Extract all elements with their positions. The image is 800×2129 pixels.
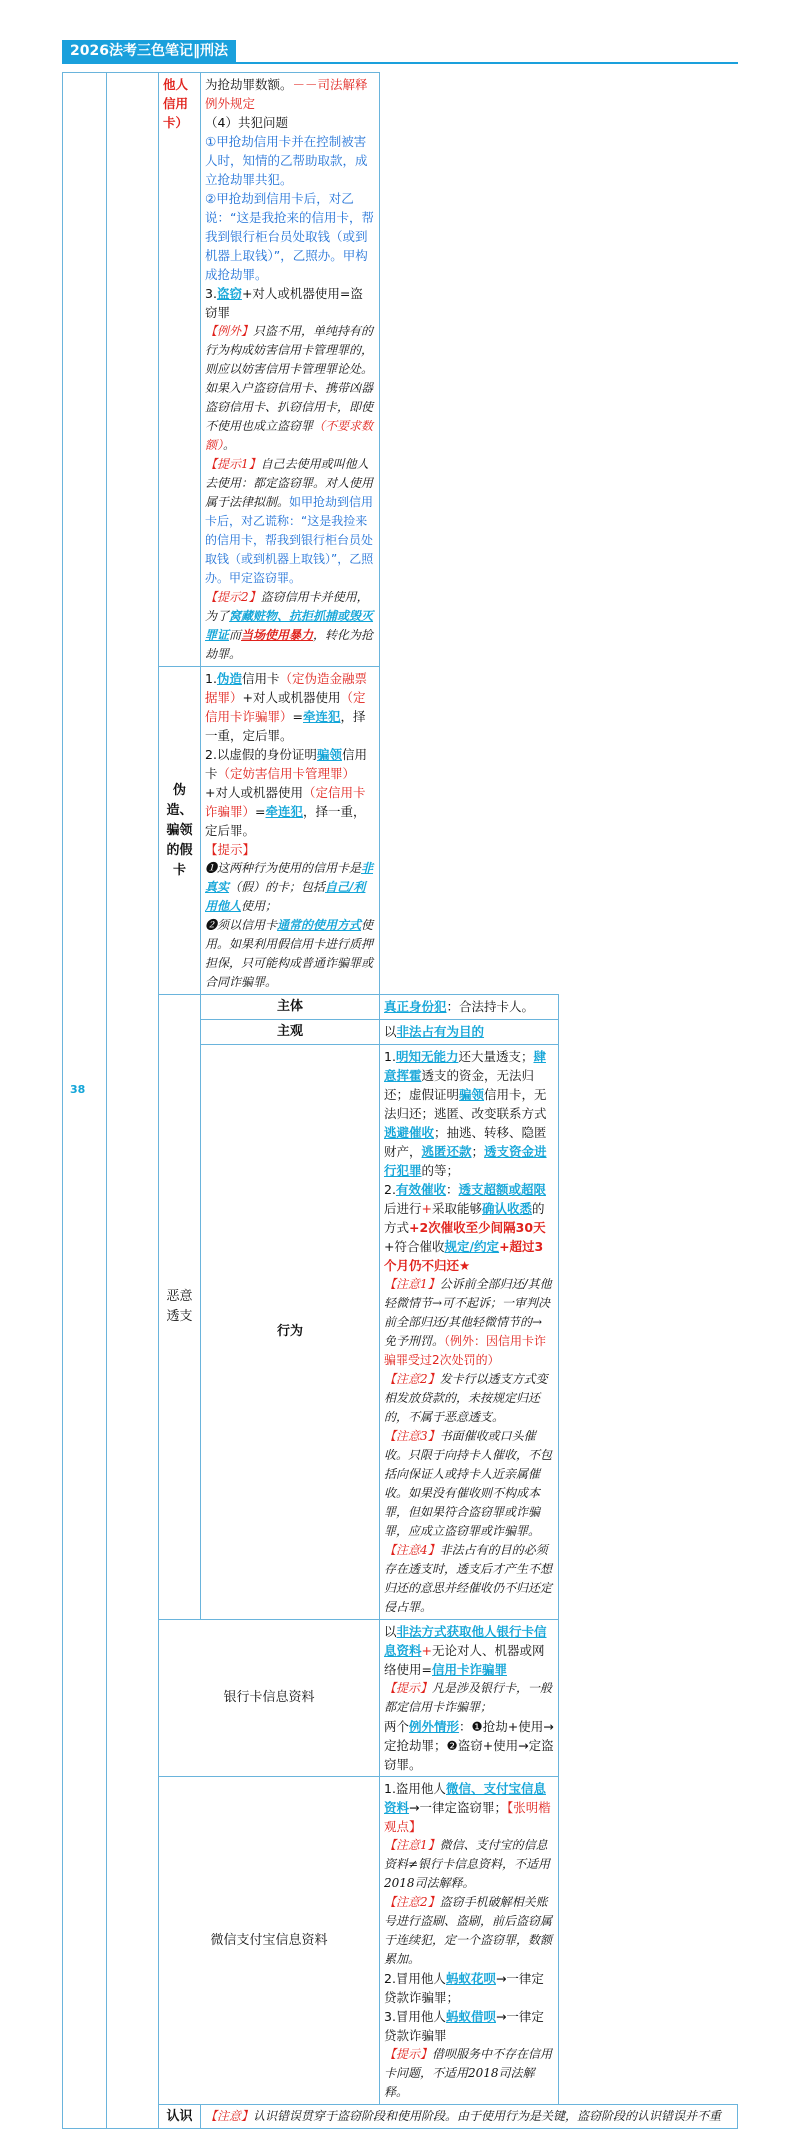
list-item: 【例外】只盗不用，单纯持有的行为构成妨害信用卡管理罪的，则应以妨害信用卡管理罪论处。如果入户盗窃信用卡、携带凶器盗窃信用卡、扒窃信用卡，即使不使用也成立盗窃罪（不要求数额）。 xyxy=(205,324,374,452)
list-item: 【提示】凡是涉及银行卡，一般都定信用卡诈骗罪； xyxy=(384,1681,553,1714)
table-row xyxy=(63,667,738,995)
list-item: 2.有效催收：透支超额或超限后进行+采取能够确认收悉的方式+2次催收至少间隔30天+符合催收规定/约定+超过3个月仍不归还★ xyxy=(384,1182,546,1273)
list-item: 【注意2】发卡行以透支方式变相发放贷款的，未按规定归还的，不属于恶意透支。 xyxy=(384,1372,548,1424)
cognition-label: 认识 xyxy=(159,2105,201,2129)
cognition-content: 【注意】认识错误贯穿于盗窃阶段和使用阶段。由于使用行为是关键，盗窃阶段的认识错误并不重 xyxy=(201,2105,738,2129)
list-item: 1.明知无能力还大量透支；肆意挥霍透支的资金，无法归还；虚假证明骗领信用卡，无法归还；逃匿、改变联系方式逃避催收；抽逃、转移、隐匿财产，逃匿还款；透支资金进行犯罪的等； xyxy=(384,1049,547,1178)
list-item: 【注意4】非法占有的目的必须存在透支时，透支后才产生不想归还的意思并经催收仍不归还定侵占罪。 xyxy=(384,1543,553,1614)
list-item: 2.以虚假的身份证明骗领信用卡（定妨害信用卡管理罪）+对人或机器使用（定信用卡诈骗罪）=牵连犯，择一重，定后罪。 xyxy=(205,747,367,838)
intent-content: 以非法占有为目的 xyxy=(380,1020,559,1045)
credit-card-label: 他人信用卡） xyxy=(159,73,201,667)
list-item: 为抢劫罪数额。－－司法解释例外规定 xyxy=(205,77,368,111)
list-item: ❷须以信用卡通常的使用方式使用。如果利用假信用卡进行质押担保，只可能构成普通诈骗罪或合同诈骗罪。 xyxy=(205,918,374,989)
wechat-alipay-content xyxy=(380,1777,559,2105)
wechat-alipay-label: 微信支付宝信息资料 xyxy=(159,1777,380,2105)
table-row xyxy=(63,73,738,667)
bank-info-label: 银行卡信息资料 xyxy=(159,1620,380,1777)
list-item: 3.盗窃+对人或机器使用=盗窃罪 xyxy=(205,286,363,320)
list-item: 以非法方式获取他人银行卡信息资料+无论对人、机器或网络使用=信用卡诈骗罪 xyxy=(384,1624,547,1677)
list-item: 【提示1】自己去使用或叫他人去使用：都定盗窃罪。对人使用属于法律拟制。如甲抢劫到信用卡后，对乙谎称：“这是我捡来的信用卡，帮我到银行柜台员处取钱（或到机器上取钱）”，乙照办。甲定盗窃罪。 xyxy=(205,457,374,585)
list-item: 2.冒用他人蚂蚁花呗→一律定贷款诈骗罪； xyxy=(384,1971,544,2005)
list-item: 【提示】借呗服务中不存在信用卡问题，不适用2018司法解释。 xyxy=(384,2047,553,2099)
list-item: 【提示】 xyxy=(205,842,256,857)
forged-card-content xyxy=(201,667,380,995)
list-item: 【注意1】公诉前全部归还/其他轻微情节→可不起诉；一审判决前全部归还/其他轻微情节的→免予刑罚。（例外：因信用卡诈骗罪受过2次处罚的） xyxy=(384,1277,552,1367)
act-content xyxy=(380,1045,559,1620)
list-item: 【注意1】微信、支付宝的信息资料≠银行卡信息资料，不适用2018司法解释。 xyxy=(384,1838,551,1890)
page-header-title: 2026法考三色笔记‖刑法 xyxy=(62,40,236,62)
outer-blank-cell xyxy=(63,73,107,2129)
subject-content: 真正身份犯：合法持卡人。 xyxy=(380,995,559,1020)
list-item: ❶这两种行为使用的信用卡是非真实（假）的卡；包括自己/利用他人使用； xyxy=(205,861,374,913)
subject-label: 主体 xyxy=(201,995,380,1020)
bank-info-content xyxy=(380,1620,559,1777)
list-item: 1.盗用他人微信、支付宝信息资料→一律定盗窃罪；【张明楷观点】 xyxy=(384,1781,551,1834)
intent-label: 主观 xyxy=(201,1020,380,1045)
credit-card-content xyxy=(201,73,380,667)
list-item: 【注意2】盗窃手机破解相关账号进行盗刷、盗刷，前后盗窃属于连续犯，定一个盗窃罪，数额累加。 xyxy=(384,1895,553,1966)
mid-blank-cell xyxy=(107,73,159,2129)
forged-card-label: 伪造、骗领的假卡 xyxy=(159,667,201,995)
list-item: 3.冒用他人蚂蚁借呗→一律定贷款诈骗罪 xyxy=(384,2009,544,2043)
table-row xyxy=(63,1777,738,2105)
table-row xyxy=(63,2105,738,2129)
list-item: 1.伪造信用卡（定伪造金融票据罪）+对人或机器使用（定信用卡诈骗罪）=牵连犯，择一重，定后罪。 xyxy=(205,671,367,743)
list-item: 【注意3】书面催收或口头催收。只限于向持卡人催收，不包括向保证人或持卡人近亲属催收。如果没有催收则不构成本罪，但如果符合盗窃罪或诈骗罪，应成立盗窃罪或诈骗罪。 xyxy=(384,1429,553,1538)
list-item: 两个例外情形：❶抢劫+使用→定抢劫罪；❷盗窃+使用→定盗窃罪。 xyxy=(384,1719,554,1772)
notes-table xyxy=(62,72,738,2129)
malicious-overdraft-label: 恶意透支 xyxy=(159,995,201,1620)
list-item: ①甲抢劫信用卡并在控制被害人时，知情的乙帮助取款，成立抢劫罪共犯。 xyxy=(205,134,368,187)
header-divider xyxy=(62,62,738,64)
list-item: （4）共犯问题 xyxy=(205,115,288,130)
act-label: 行为 xyxy=(201,1045,380,1620)
table-row xyxy=(63,995,738,1020)
list-item: ②甲抢劫到信用卡后，对乙说：“这是我抢来的信用卡，帮我到银行柜台员处取钱（或到机器上取钱）”，乙照办。甲构成抢劫罪。 xyxy=(205,191,374,282)
page-number: 38 xyxy=(70,1083,86,1096)
table-row xyxy=(63,1620,738,1777)
list-item: 【提示2】盗窃信用卡并使用，为了窝藏赃物、抗拒抓捕或毁灭罪证而当场使用暴力，转化为抢劫罪。 xyxy=(205,590,374,661)
